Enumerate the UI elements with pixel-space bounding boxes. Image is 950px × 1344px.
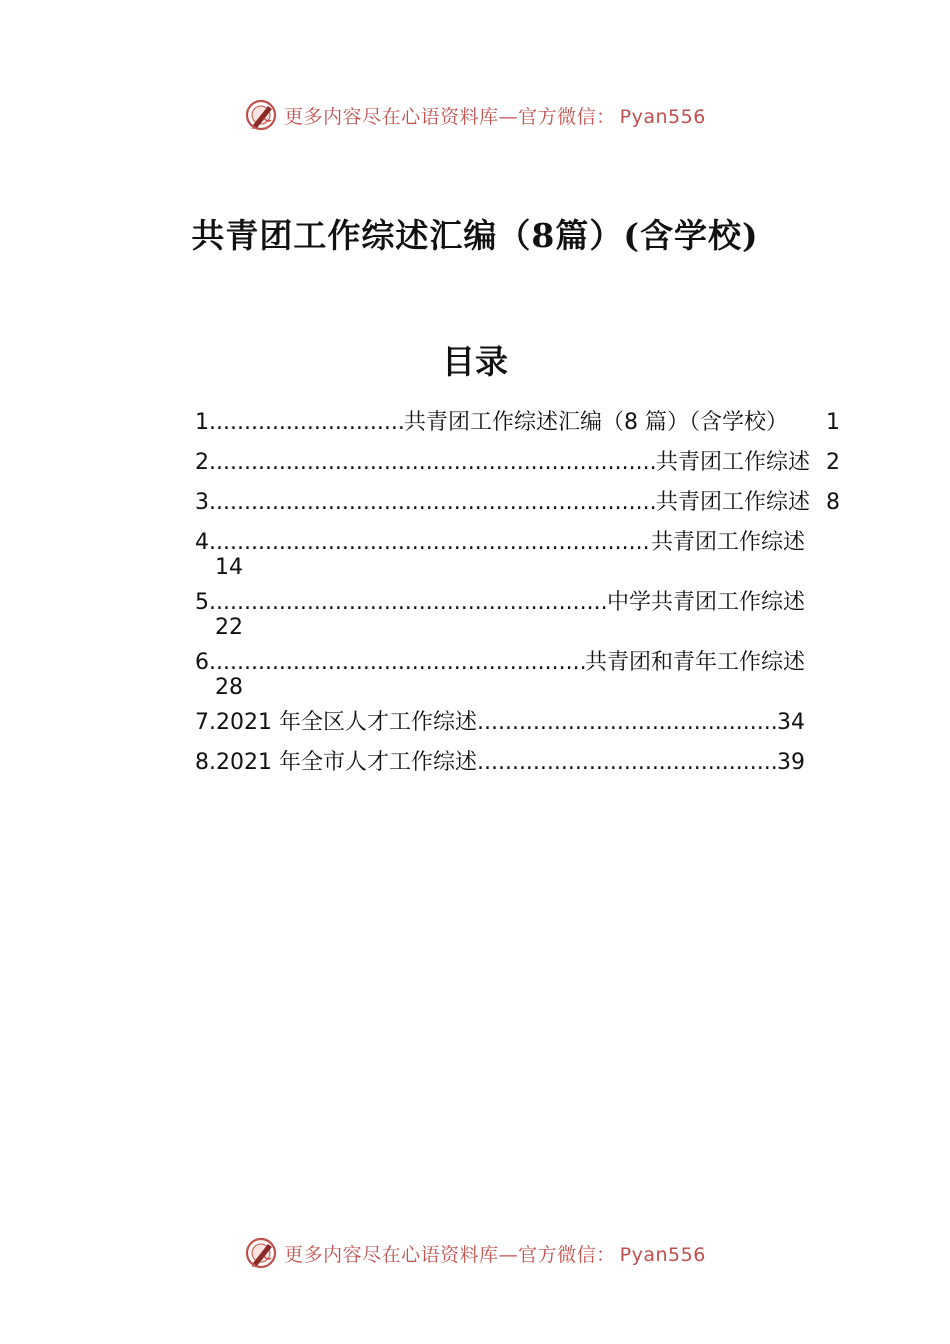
pen-nib-logo-icon — [244, 98, 278, 132]
wechat-id: Pyan556 — [619, 1243, 706, 1266]
leader-dots — [477, 703, 777, 743]
toc-entry-2[interactable]: 2 ..... 共青团工作综述 2 — [195, 443, 840, 483]
page-number: 34 — [777, 710, 805, 735]
footer-watermark-banner — [0, 1233, 950, 1273]
toc-entry-3[interactable]: 3 ..... 共青团工作综述 8 — [195, 483, 840, 523]
watermark-text: 更多内容尽在心语资料库—官方微信： Pyan556 — [284, 1243, 706, 1266]
leader-dots — [209, 443, 656, 483]
page-number: 28 — [215, 675, 243, 700]
toc-entry-4[interactable]: 4 ..... 共青团工作综述 — [195, 523, 805, 563]
toc-entry-8[interactable]: 8.2021 年全市人才工作综述 ..... 39 — [195, 743, 805, 783]
page-number: 39 — [777, 750, 805, 775]
pen-nib-logo-icon — [244, 1236, 278, 1270]
toc-entry-5[interactable]: 5 ..... 中学共青团工作综述 — [195, 583, 805, 623]
wechat-id: Pyan556 — [619, 105, 706, 128]
leader-dots — [477, 743, 777, 783]
watermark-text: 更多内容尽在心语资料库—官方微信： Pyan556 — [284, 105, 706, 128]
leader-dots — [209, 583, 607, 623]
toc-entry-7[interactable]: 7.2021 年全区人才工作综述 ..... 34 — [195, 703, 805, 743]
page-number: 8 — [826, 490, 840, 515]
page-number: 1 — [826, 410, 840, 435]
document-title: 共青团工作综述汇编（8篇）(含学校) — [191, 216, 759, 255]
leader-dots — [209, 643, 585, 683]
page-number: 14 — [215, 555, 243, 580]
page-number: 22 — [215, 615, 243, 640]
toc-heading: 目录 — [442, 342, 508, 381]
page-number: 2 — [826, 450, 840, 475]
header-watermark-banner — [0, 95, 950, 135]
table-of-contents — [195, 403, 840, 783]
toc-entry-1[interactable]: 1 ..... 共青团工作综述汇编（8 篇）（含学校） 1 — [195, 403, 840, 443]
leader-dots — [209, 523, 651, 563]
leader-dots — [209, 483, 656, 523]
leader-dots — [209, 403, 404, 443]
toc-entry-6[interactable]: 6 ..... 共青团和青年工作综述 — [195, 643, 805, 683]
